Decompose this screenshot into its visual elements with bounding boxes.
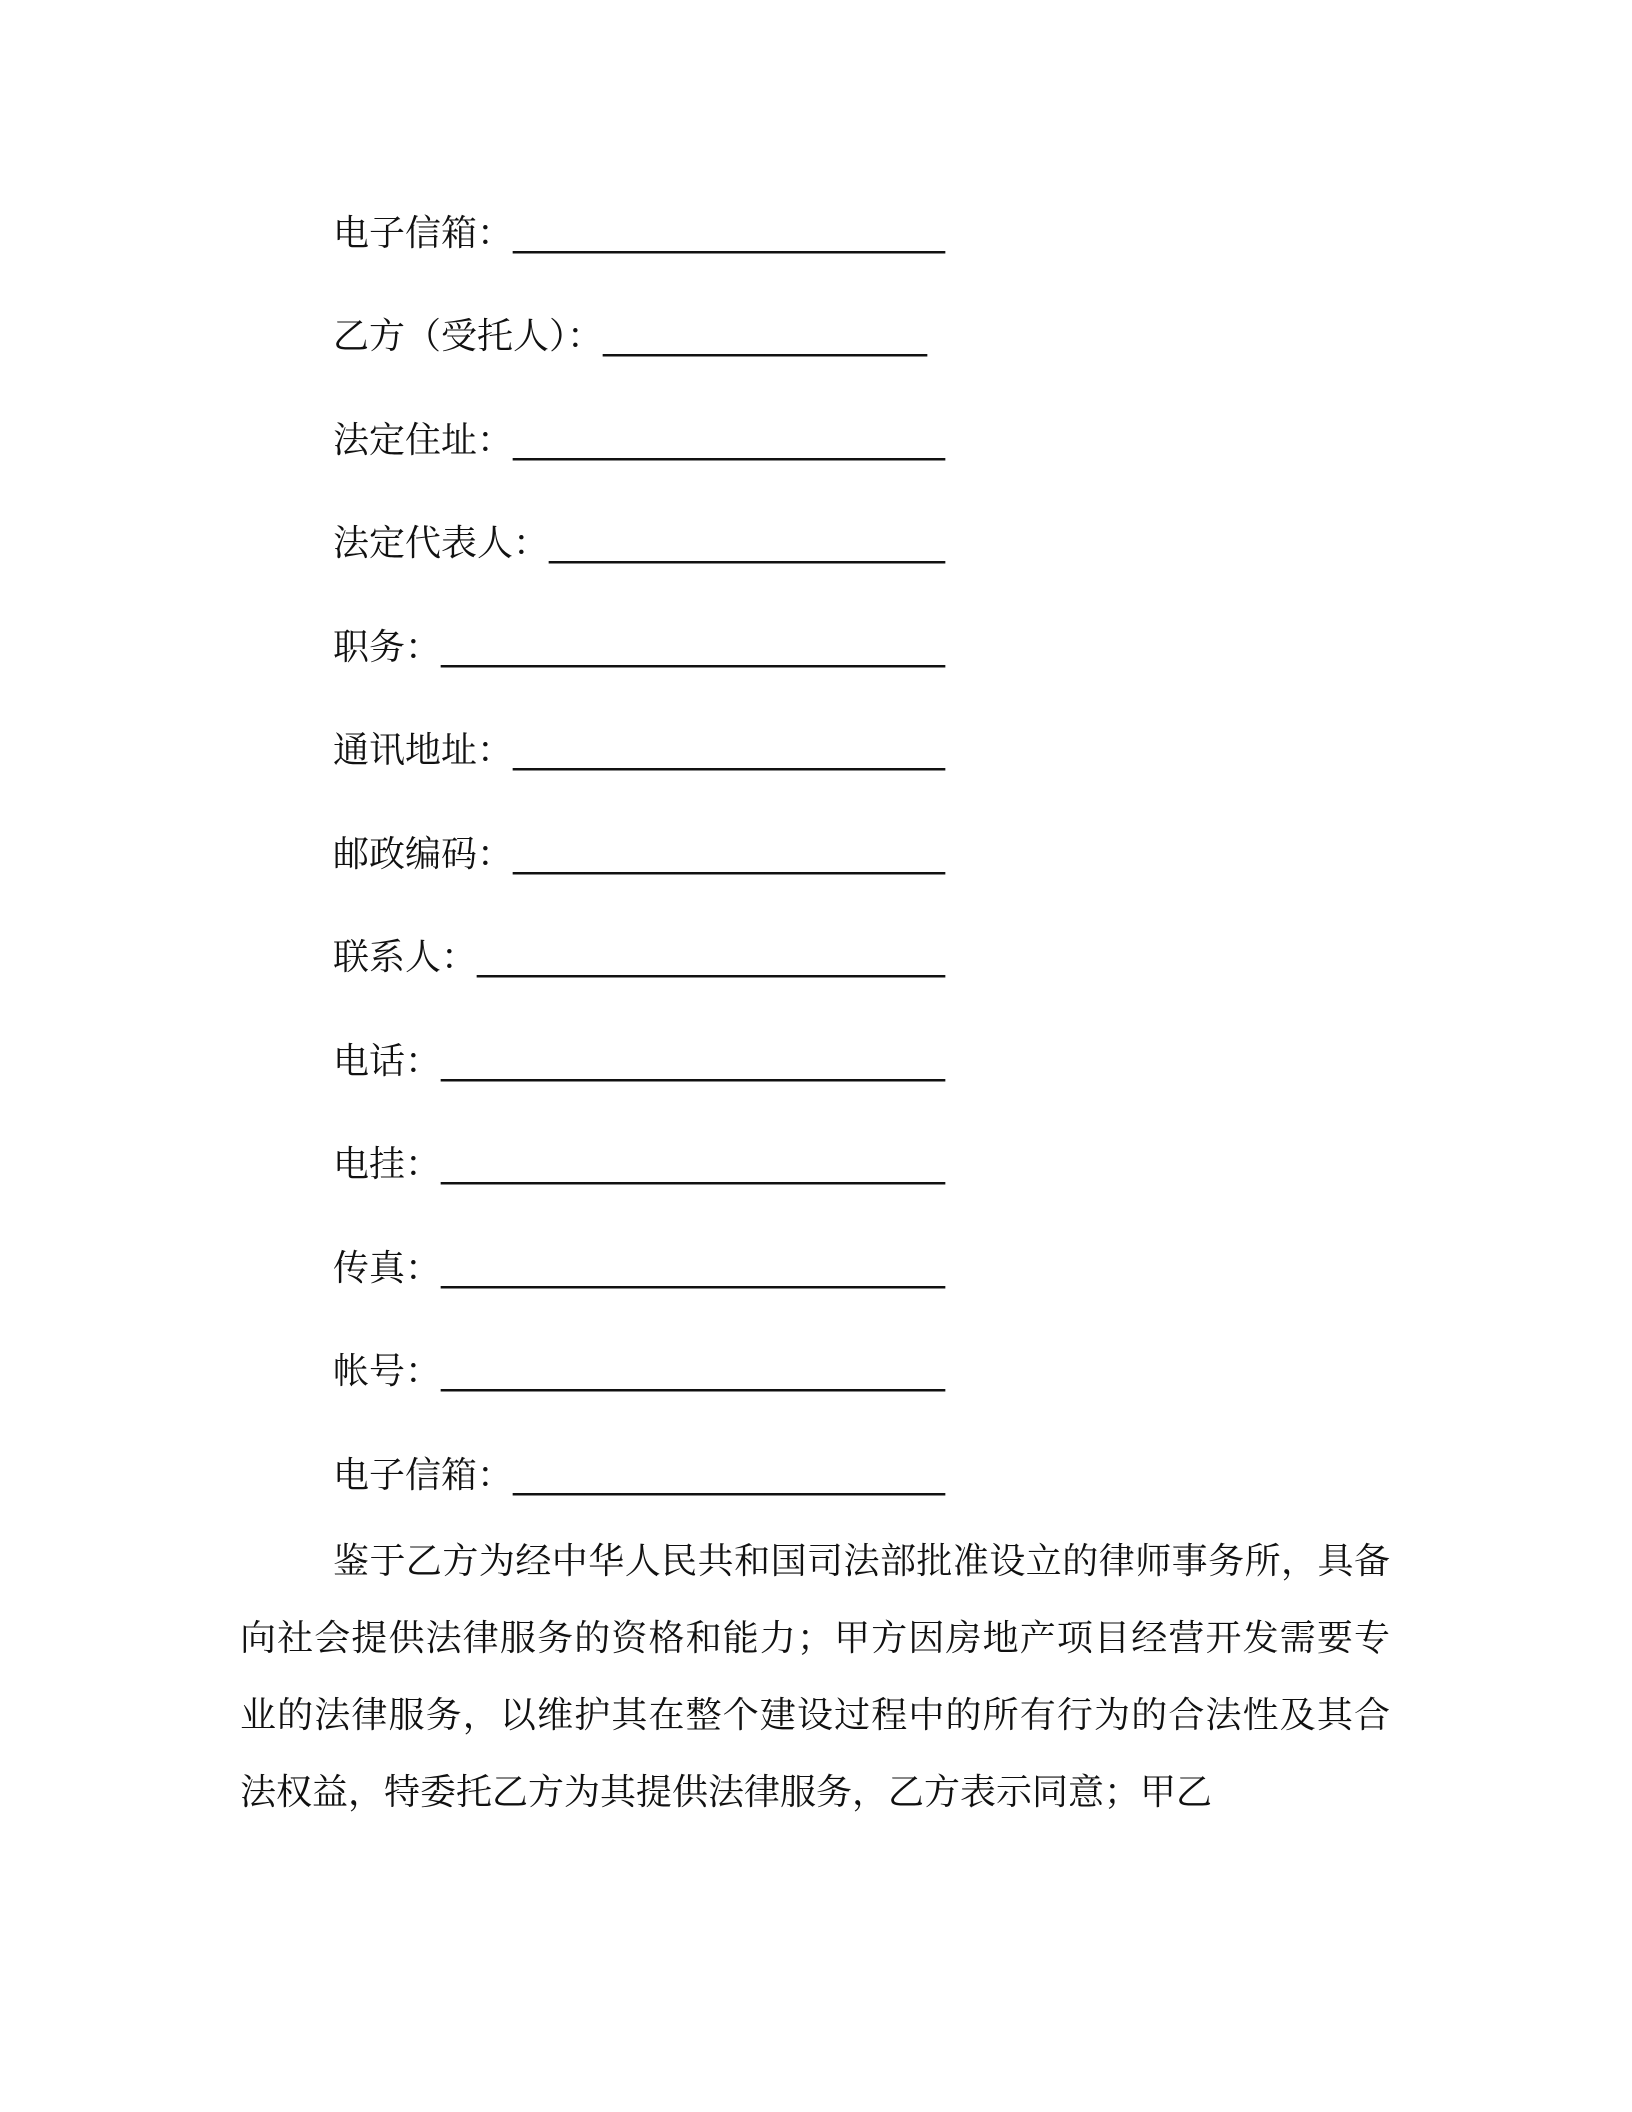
field-label: 电话：	[333, 1040, 442, 1082]
field-label: 联系人：	[333, 937, 478, 979]
field-label: 法定住址：	[333, 419, 514, 461]
field-label: 乙方（受托人）：	[333, 316, 604, 358]
field-email-1	[333, 182, 945, 286]
field-postal-code	[333, 803, 945, 907]
field-contact-person	[333, 907, 945, 1011]
field-blank-line: ________________________	[513, 730, 946, 772]
field-blank-line: __________________________	[477, 937, 946, 979]
field-label: 职务：	[333, 626, 442, 668]
field-mailing-address	[333, 700, 945, 804]
field-label: 电子信箱：	[333, 1454, 514, 1496]
field-blank-line: __________________	[603, 316, 928, 358]
field-fax	[333, 1217, 945, 1321]
field-phone	[333, 1010, 945, 1114]
field-blank-line: ______________________	[549, 523, 946, 565]
field-blank-line: ____________________________	[441, 1144, 946, 1186]
field-legal-representative	[333, 493, 945, 597]
field-blank-line: ____________________________	[441, 1351, 946, 1393]
field-party-b	[333, 286, 945, 390]
field-blank-line: ____________________________	[441, 1247, 946, 1289]
field-label: 通讯地址：	[333, 730, 514, 772]
field-blank-line: ____________________________	[441, 1040, 946, 1082]
field-cable	[333, 1114, 945, 1218]
field-blank-line: ________________________	[513, 212, 946, 254]
field-email-2	[333, 1424, 945, 1528]
field-blank-line: ____________________________	[441, 626, 946, 668]
field-legal-address	[333, 389, 945, 493]
field-blank-line: ________________________	[513, 419, 946, 461]
field-blank-line: ________________________	[513, 1454, 946, 1496]
field-label: 法定代表人：	[333, 523, 550, 565]
field-label: 帐号：	[333, 1351, 442, 1393]
field-label: 电子信箱：	[333, 212, 514, 254]
field-label: 邮政编码：	[333, 833, 514, 875]
field-account-number	[333, 1321, 945, 1425]
field-label: 传真：	[333, 1247, 442, 1289]
field-position	[333, 596, 945, 700]
recital-paragraph: 鉴于乙方为经中华人民共和国司法部批准设立的律师事务所，具备向社会提供法律服务的资格和能力；甲方因房地产项目经营开发需要专业的法律服务，以维护其在整个建设过程中的所有行为的合法性及其合法权益，特委托乙方为其提供法律服务，乙方表示同意；甲乙	[240, 1541, 1390, 1813]
party-info-fields	[333, 182, 945, 1528]
field-blank-line: ________________________	[513, 833, 946, 875]
field-label: 电挂：	[333, 1144, 442, 1186]
